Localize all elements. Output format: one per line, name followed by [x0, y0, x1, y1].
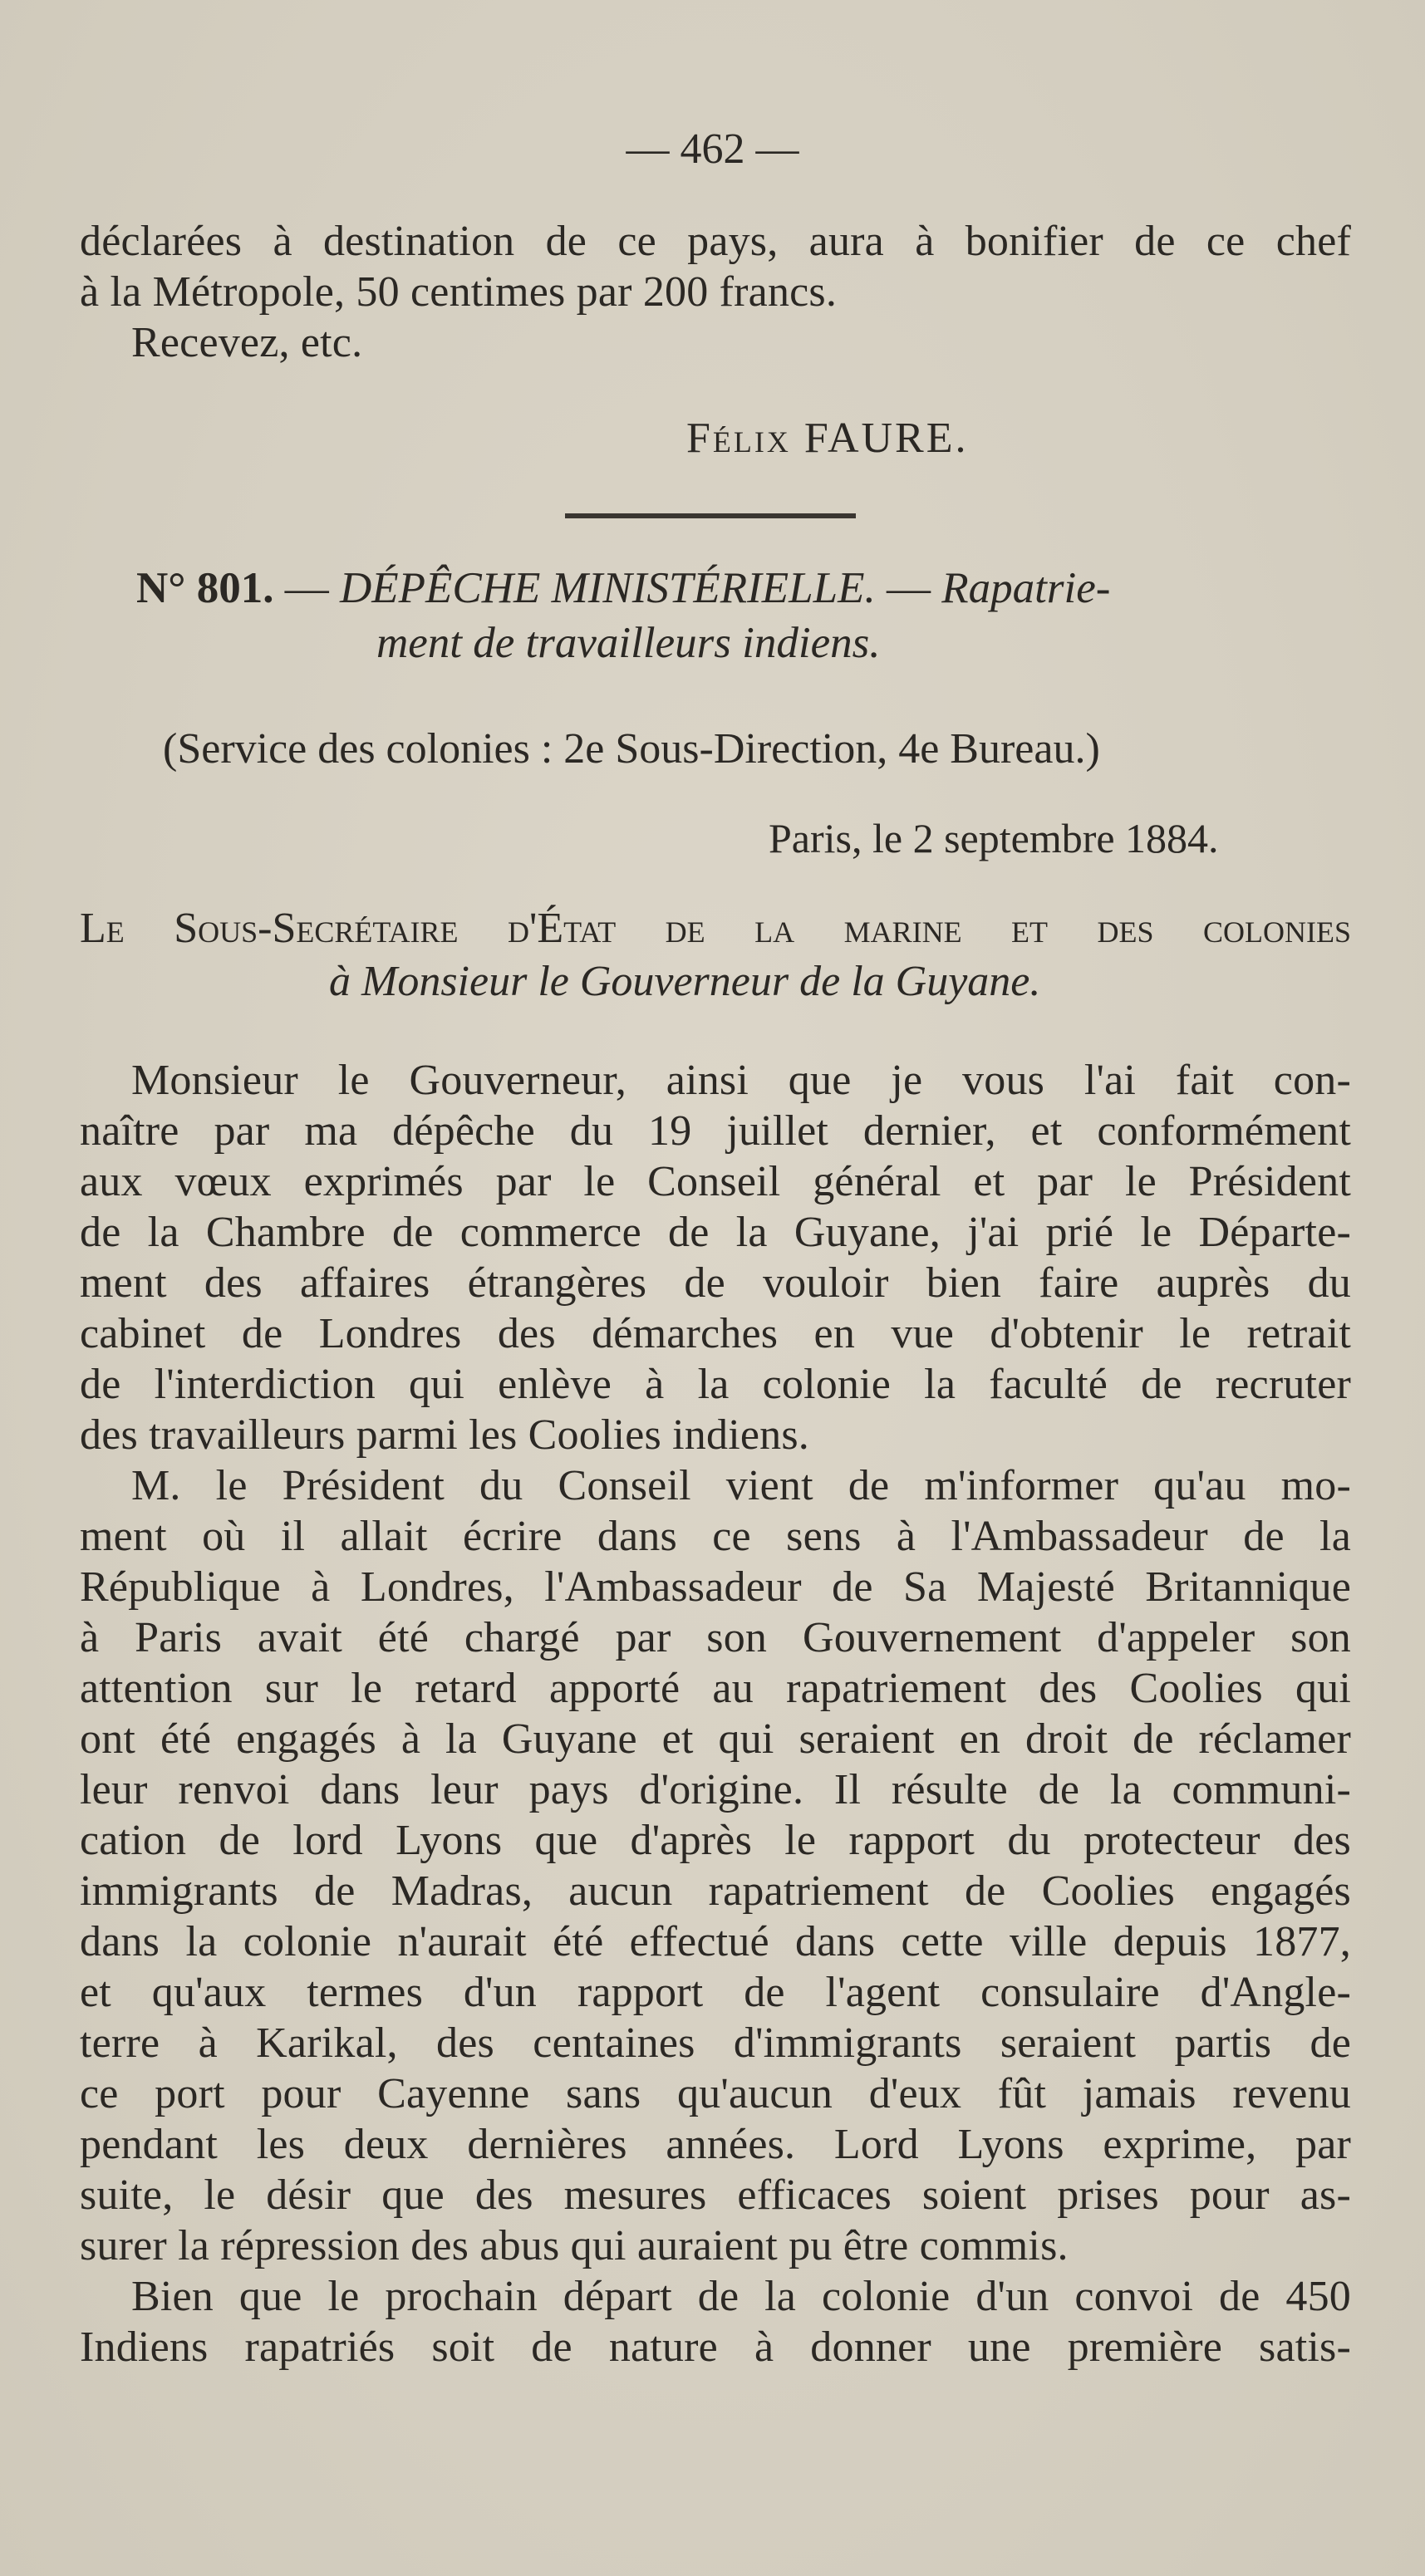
- text-line: dans la colonie n'aurait été effectué dans cette ville depuis 1877,: [80, 1918, 1351, 1965]
- text-line: terre à Karikal, des centaines d'immigrants seraient partis de: [80, 2019, 1351, 2067]
- entry-number: N° 801.: [136, 564, 274, 612]
- section-divider: [565, 513, 856, 518]
- text-line: de l'interdiction qui enlève à la colonie la faculté de recruter: [80, 1361, 1351, 1408]
- entry-subject-part1: Rapatrie-: [941, 564, 1111, 612]
- sender-line: Le Sous-Secrétaire d'État de la marine et des colonies: [80, 905, 1351, 952]
- entry-title: [136, 563, 1349, 613]
- preceding-letter-text: [80, 216, 1351, 368]
- recipient-line: à Monsieur le Gouverneur de la Guyane.: [329, 958, 1041, 1005]
- text-line: cabinet de Londres des démarches en vue d'obtenir le retrait: [80, 1310, 1351, 1357]
- entry-title-main: DÉPÊCHE MINISTÉRIELLE.: [339, 564, 876, 612]
- entry-subject-part2: ment de travailleurs indiens.: [376, 619, 881, 667]
- text-line: et qu'aux termes d'un rapport de l'agent consulaire d'Angle-: [80, 1969, 1351, 2016]
- text-line: République à Londres, l'Ambassadeur de Sa Majesté Britannique: [80, 1563, 1351, 1611]
- text-line: à Paris avait été chargé par son Gouvernement d'appeler son: [80, 1614, 1351, 1661]
- text-line: pendant les deux dernières années. Lord Lyons exprime, par: [80, 2121, 1351, 2168]
- body-paragraph-3: [80, 2271, 1351, 2372]
- text-line: suite, le désir que des mesures efficaces soient prises pour as-: [80, 2171, 1351, 2219]
- text-line: Indiens rapatriés soit de nature à donner une première satis-: [80, 2323, 1351, 2371]
- text-line: aux vœux exprimés par le Conseil général et par le Président: [80, 1158, 1351, 1205]
- text-line: à la Métropole, 50 centimes par 200 francs.: [80, 268, 838, 316]
- text-line: attention sur le retard apporté au rapatriement des Coolies qui: [80, 1665, 1351, 1712]
- text-line: immigrants de Madras, aucun rapatriement de Coolies engagés: [80, 1867, 1351, 1915]
- entry-dash: —: [273, 564, 340, 612]
- service-line: (Service des colonies : 2e Sous-Direction, 4e Bureau.): [163, 725, 1100, 773]
- text-line: leur renvoi dans leur pays d'origine. Il résulte de la communi-: [80, 1766, 1351, 1813]
- text-line: déclarées à destination de ce pays, aura à bonifier de ce chef: [80, 218, 1351, 265]
- signature: Félix FAURE.: [686, 415, 969, 462]
- dateline: Paris, le 2 septembre 1884.: [769, 815, 1219, 861]
- text-line: surer la répression des abus qui auraient pu être commis.: [80, 2222, 1069, 2269]
- body-paragraph-1: [80, 1055, 1351, 1460]
- text-line: ont été engagés à la Guyane et qui seraient en droit de réclamer: [80, 1715, 1351, 1763]
- text-line: ce port pour Cayenne sans qu'aucun d'eux fût jamais revenu: [80, 2070, 1351, 2117]
- text-line: Bien que le prochain départ de la colonie d'un convoi de 450: [131, 2273, 1351, 2320]
- body-paragraph-2: [80, 1460, 1351, 2271]
- text-line: ment où il allait écrire dans ce sens à l'Ambassadeur de la: [80, 1513, 1351, 1560]
- page-number: — 462 —: [626, 125, 799, 173]
- text-line: Monsieur le Gouverneur, ainsi que je vous l'ai fait con-: [131, 1057, 1351, 1104]
- text-line: des travailleurs parmi les Coolies indiens.: [80, 1411, 809, 1459]
- text-line: cation de lord Lyons que d'après le rapport du protecteur des: [80, 1817, 1351, 1864]
- entry-title-sep: —: [875, 564, 942, 612]
- closing-formula: Recevez, etc.: [131, 319, 363, 366]
- text-line: de la Chambre de commerce de la Guyane, j'ai prié le Départe-: [80, 1209, 1351, 1256]
- text-line: M. le Président du Conseil vient de m'informer qu'au mo-: [131, 1462, 1351, 1509]
- text-line: ment des affaires étrangères de vouloir bien faire auprès du: [80, 1259, 1351, 1307]
- text-line: naître par ma dépêche du 19 juillet dernier, et conformément: [80, 1107, 1351, 1155]
